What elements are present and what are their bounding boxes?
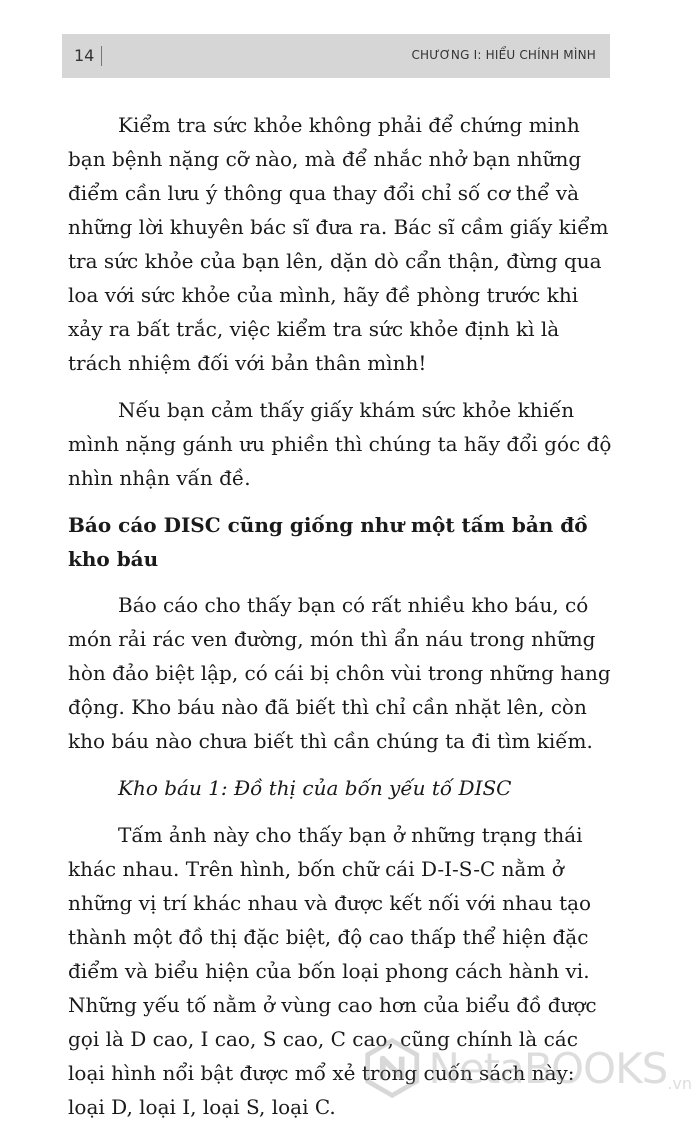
watermark-brand: NetaBOOKS (428, 1043, 668, 1093)
section-subheading: Kho báu 1: Đồ thị của bốn yếu tố DISC (118, 776, 512, 800)
paragraph-disc-graph: Tấm ảnh này cho thấy bạn ở những trạng thái khác nhau. Trên hình, bốn chữ cái D-I-S-C nằm ở những vị trí khác nhau và được kết nối với nhau tạo thành một đồ thị đặc biệt, độ cao thấp thể hiện đặc điểm và biểu hiện của bốn loại phong cách hành vi. Những yếu tố nằm ở vùng cao hơn của biểu đồ được gọi là D cao, I cao, S cao, C cao, cũng chính là các loại hình nổi bật được mổ xẻ trong cuốn sách này: loại D, loại I, loại S, loại C. (68, 823, 597, 1119)
watermark-text (428, 1044, 692, 1093)
header-divider (101, 46, 102, 66)
page-number: 14 (74, 46, 95, 65)
page-body (68, 108, 613, 1137)
paragraph-health-check: Kiểm tra sức khỏe không phải để chứng minh bạn bệnh nặng cỡ nào, mà để nhắc nhở bạn những điểm cần lưu ý thông qua thay đổi chỉ số cơ thể và những lời khuyên bác sĩ đưa ra. Bác sĩ cầm giấy kiểm tra sức khỏe của bạn lên, dặn dò cẩn thận, đừng qua loa với sức khỏe của mình, hãy đề phòng trước khi xảy ra bất trắc, việc kiểm tra sức khỏe định kì là trách nhiệm đối với bản thân mình! (68, 113, 609, 375)
section-heading: Báo cáo DISC cũng giống như một tấm bản đồ kho báu (68, 513, 588, 571)
chapter-title: CHƯƠNG I: HIỂU CHÍNH MÌNH (411, 48, 596, 62)
netabooks-logo-icon (362, 1036, 422, 1100)
paragraph-perspective: Nếu bạn cảm thấy giấy khám sức khỏe khiến mình nặng gánh ưu phiền thì chúng ta hãy đổi góc độ nhìn nhận vấn đề. (68, 398, 612, 490)
page-header (62, 34, 610, 78)
watermark-suffix: .vn (667, 1073, 692, 1093)
watermark (362, 1032, 692, 1104)
paragraph-treasure: Báo cáo cho thấy bạn có rất nhiều kho báu, có món rải rác ven đường, món thì ẩn náu trong những hòn đảo biệt lập, có cái bị chôn vùi trong những hang động. Kho báu nào đã biết thì chỉ cần nhặt lên, còn kho báu nào chưa biết thì cần chúng ta đi tìm kiếm. (68, 593, 611, 753)
